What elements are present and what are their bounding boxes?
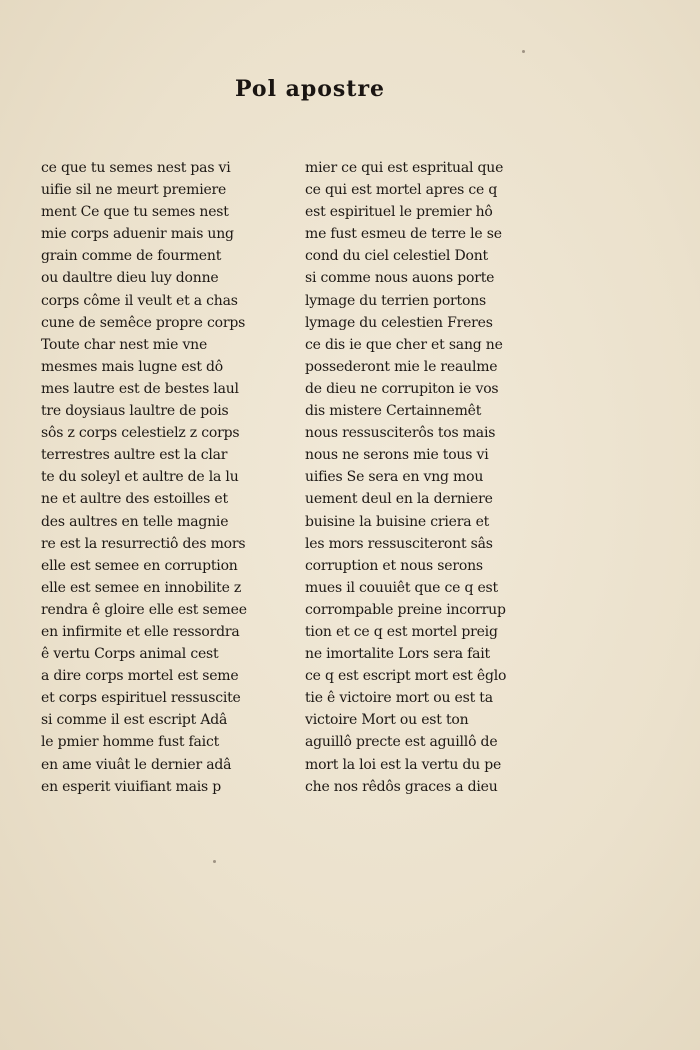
text-line: buisine la buisine criera et xyxy=(305,513,490,530)
paper-speck xyxy=(213,860,216,863)
text-line: des aultres en telle magnie xyxy=(41,513,229,530)
text-line: les mors ressusciteront sâs xyxy=(305,535,493,552)
text-line: mort la loi est la vertu du pe xyxy=(305,756,502,773)
text-line: Toute char nest mie vne xyxy=(41,336,208,353)
text-line: en esperit viuifiant mais p xyxy=(41,778,221,795)
text-line: en infirmite et elle ressordra xyxy=(41,623,240,640)
text-line: mues il couuiêt que ce q est xyxy=(305,579,498,596)
text-line: cond du ciel celestiel Dont xyxy=(305,248,488,265)
text-line: possederont mie le reaulme xyxy=(305,358,498,375)
text-line: sôs z corps celestielz z corps xyxy=(41,425,240,442)
text-line: ou daultre dieu luy donne xyxy=(41,270,219,287)
text-line: si comme il est escript Adâ xyxy=(41,712,228,729)
text-line: grain comme de fourment xyxy=(41,248,222,265)
text-line: mesmes mais lugne est dô xyxy=(41,358,224,375)
text-line: uifies Se sera en vng mou xyxy=(305,469,484,486)
text-line: lymage du celestien Freres xyxy=(305,314,493,331)
text-line: ce que tu semes nest pas vi xyxy=(41,160,231,176)
text-line: le pmier homme fust faict xyxy=(41,734,220,751)
text-line: mie corps aduenir mais ung xyxy=(41,226,234,243)
text-line: ce q est escript mort est êglo xyxy=(305,668,507,685)
text-line: ne imortalite Lors sera fait xyxy=(305,646,490,663)
text-line: et corps espirituel ressuscite xyxy=(41,690,241,707)
text-line: a dire corps mortel est seme xyxy=(41,668,239,685)
left-text-column xyxy=(41,157,263,798)
text-line: ce dis ie que cher et sang ne xyxy=(305,336,503,353)
text-line: ê vertu Corps animal cest xyxy=(41,646,219,663)
text-line: lymage du terrien portons xyxy=(305,292,486,309)
text-line: terrestres aultre est la clar xyxy=(41,447,228,464)
text-line: elle est semee en corruption xyxy=(41,557,238,574)
text-line: rendra ê gloire elle est semee xyxy=(41,601,247,618)
text-line: ment Ce que tu semes nest xyxy=(41,204,229,221)
text-line: est espirituel le premier hô xyxy=(305,204,493,221)
text-line: che nos rêdôs graces a dieu xyxy=(305,778,498,795)
text-line: te du soleyl et aultre de la lu xyxy=(41,469,239,486)
paper-speck xyxy=(522,50,525,53)
text-line: si comme nous auons porte xyxy=(305,270,495,287)
text-line: mes lautre est de bestes laul xyxy=(41,380,239,397)
text-line: victoire Mort ou est ton xyxy=(305,712,469,729)
text-line: nous ressusciterôs tos mais xyxy=(305,425,496,442)
text-line: tre doysiaus laultre de pois xyxy=(41,403,229,420)
text-line: uifie sil ne meurt premiere xyxy=(41,182,227,199)
running-head: Pol apostre xyxy=(234,76,386,102)
text-line: aguillô precte est aguillô de xyxy=(305,734,498,751)
text-line: corps côme il veult et a chas xyxy=(41,292,238,309)
text-line: dis mistere Certainnemêt xyxy=(305,403,482,420)
text-line: corruption et nous serons xyxy=(305,557,483,574)
text-line: tie ê victoire mort ou est ta xyxy=(305,690,493,707)
text-line: en ame viuât le dernier adâ xyxy=(41,756,232,773)
text-line: elle est semee en innobilite z xyxy=(41,579,242,596)
text-line: re est la resurrectiô des mors xyxy=(41,535,246,552)
text-line: ce qui est mortel apres ce q xyxy=(305,182,498,199)
text-line: me fust esmeu de terre le se xyxy=(305,226,502,243)
text-line: uement deul en la derniere xyxy=(305,491,493,508)
text-line: nous ne serons mie tous vi xyxy=(305,447,489,464)
text-line: de dieu ne corrupiton ie vos xyxy=(305,380,499,397)
right-text-column xyxy=(305,157,527,798)
text-line: tion et ce q est mortel preig xyxy=(305,623,498,640)
text-line: mier ce qui est espritual que xyxy=(305,160,504,176)
text-line: corrompable preine incorrup xyxy=(305,601,506,618)
text-line: ne et aultre des estoilles et xyxy=(41,491,228,508)
text-line: cune de semêce propre corps xyxy=(41,314,246,331)
